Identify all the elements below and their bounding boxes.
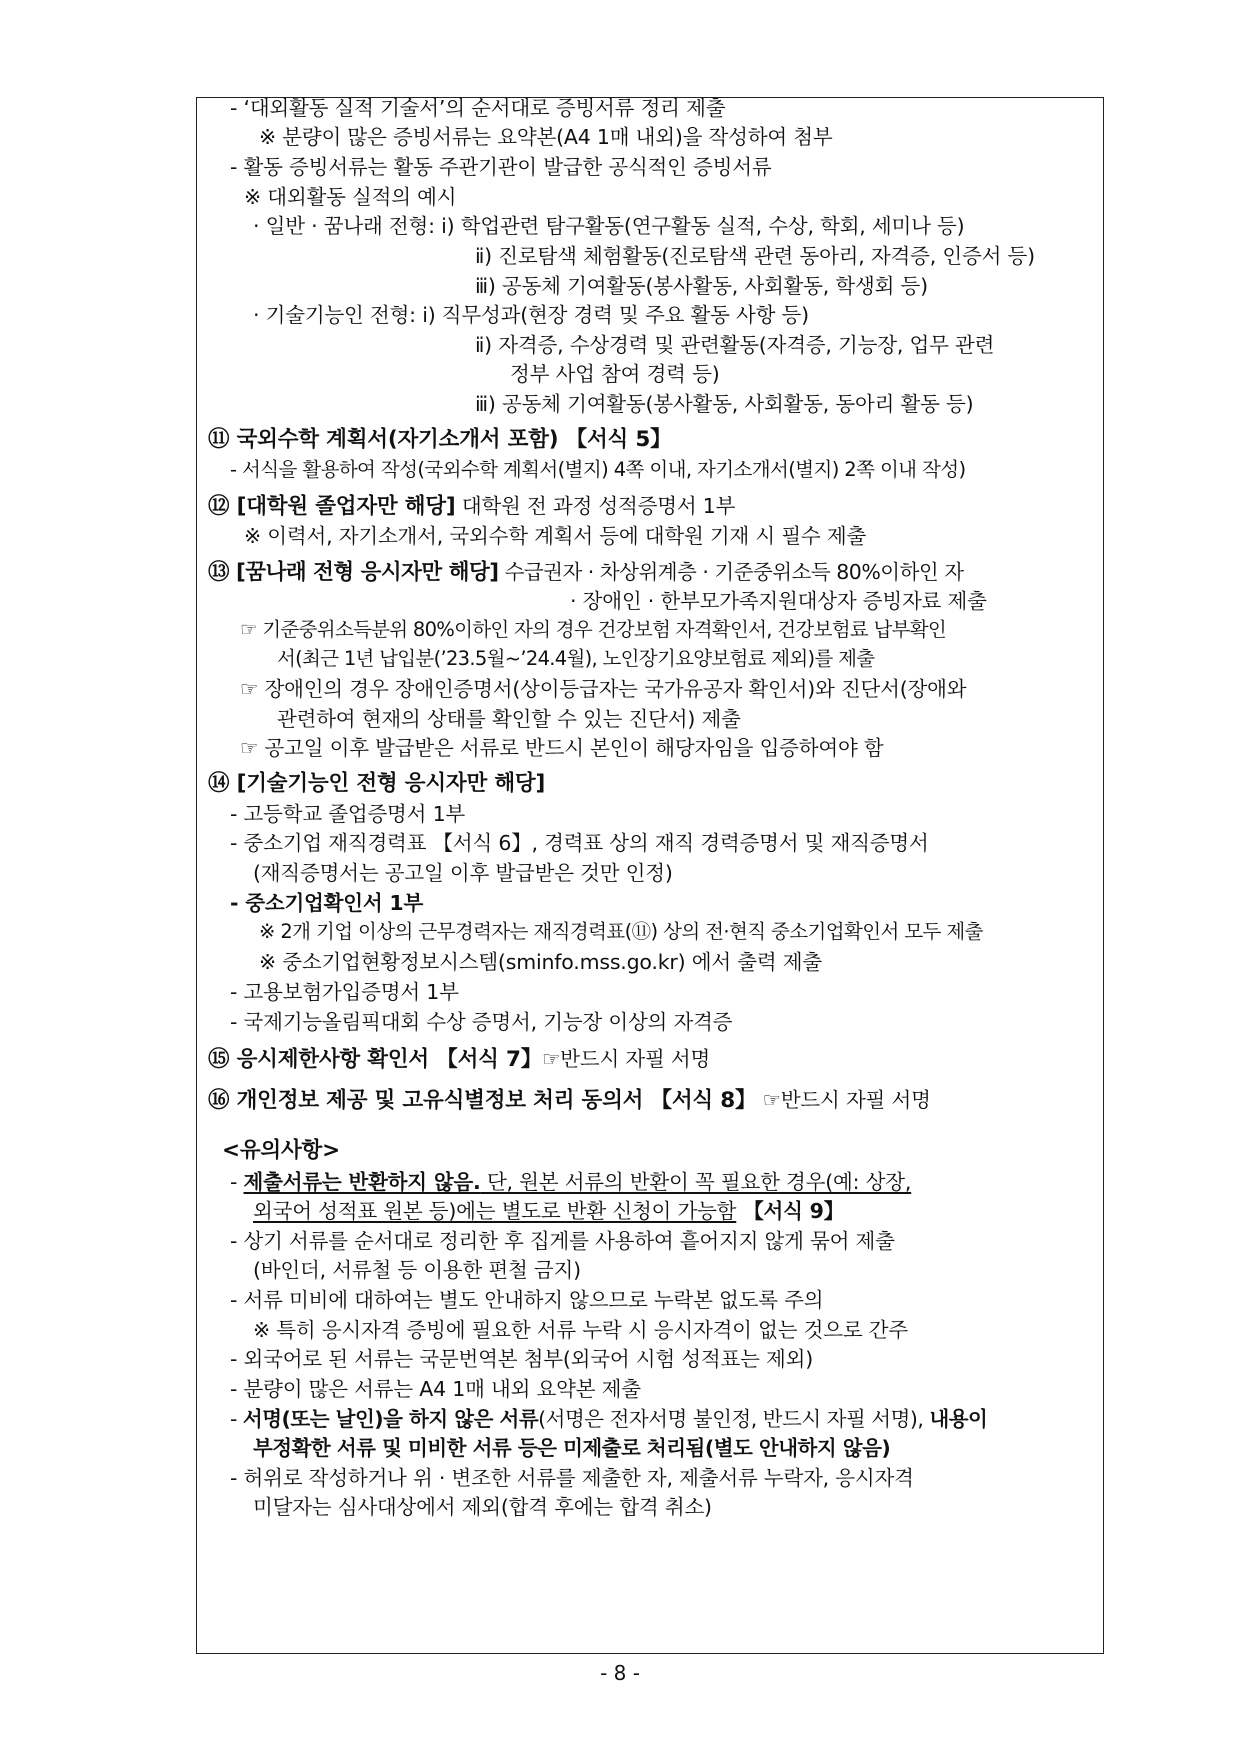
text-line: 외국어 성적표 원본 등)에는 별도로 반환 신청이 가능함 【서식 9】 (253, 1199, 845, 1223)
text-line: - 제출서류는 반환하지 않음. 단, 원본 서류의 반환이 꼭 필요한 경우(예: 상장, (230, 1170, 912, 1194)
section-heading-14: ⑭ [기술기능인 전형 응시자만 해당] (208, 771, 546, 796)
text-line: 관련하여 현재의 상태를 확인할 수 있는 진단서) 제출 (277, 707, 741, 731)
text-line: ※ 분량이 많은 증빙서류는 요약본(A4 1매 내외)을 작성하여 첨부 (259, 125, 833, 149)
text-line: ※ 대외활동 실적의 예시 (244, 185, 457, 209)
text-line: - ‘대외활동 실적 기술서’의 순서대로 증빙서류 정리 제출 (230, 96, 726, 120)
section-heading-12: ⑫ [대학원 졸업자만 해당] 대학원 전 과정 성적증명서 1부 (208, 494, 736, 519)
page-number: - 8 - (600, 1661, 640, 1685)
text-line: - 서식을 활용하여 작성(국외수학 계획서(별지) 4쪽 이내, 자기소개서(별지) 2쪽 이내 작성) (230, 458, 966, 481)
text-line: · 기술기능인 전형: ⅰ) 직무성과(현장 경력 및 주요 활동 사항 등) (253, 303, 809, 327)
text-line: ※ 이력서, 자기소개서, 국외수학 계획서 등에 대학원 기재 시 필수 제출 (244, 524, 867, 548)
text-line: - 서류 미비에 대하여는 별도 안내하지 않으므로 누락본 없도록 주의 (230, 1288, 824, 1312)
section-heading-16: ⑯ 개인정보 제공 및 고유식별정보 처리 동의서 【서식 8】 ☞반드시 자필 서명 (208, 1088, 931, 1113)
text-line: ⅲ) 공동체 기여활동(봉사활동, 사회활동, 동아리 활동 등) (475, 392, 974, 416)
text-line: - 허위로 작성하거나 위 · 변조한 서류를 제출한 자, 제출서류 누락자, 응시자격 (230, 1466, 914, 1490)
text-line: ☞ 기준중위소득분위 80%이하인 자의 경우 건강보험 자격확인서, 건강보험료 납부확인 (240, 618, 947, 641)
text-line: - 활동 증빙서류는 활동 주관기관이 발급한 공식적인 증빙서류 (230, 155, 772, 179)
text-line: - 상기 서류를 순서대로 정리한 후 집게를 사용하여 흩어지지 않게 묶어 제출 (230, 1229, 895, 1253)
text-line: - 고등학교 졸업증명서 1부 (230, 802, 466, 826)
text-line: - 외국어로 된 서류는 국문번역본 첨부(외국어 시험 성적표는 제외) (230, 1347, 814, 1371)
section-heading-15: ⑮ 응시제한사항 확인서 【서식 7】☞반드시 자필 서명 (208, 1047, 711, 1072)
text-line: ⅱ) 자격증, 수상경력 및 관련활동(자격증, 기능장, 업무 관련 (475, 333, 995, 357)
text-line: ☞ 공고일 이후 발급받은 서류로 반드시 본인이 해당자임을 입증하여야 함 (240, 736, 884, 760)
text-line: ⅲ) 공동체 기여활동(봉사활동, 사회활동, 학생회 등) (475, 274, 928, 298)
text-line: ☞ 장애인의 경우 장애인증명서(상이등급자는 국가유공자 확인서)와 진단서(장애와 (240, 677, 967, 701)
text-line: ※ 특히 응시자격 증빙에 필요한 서류 누락 시 응시자격이 없는 것으로 간주 (253, 1318, 908, 1342)
text-line: - 중소기업 재직경력표 【서식 6】, 경력표 상의 재직 경력증명서 및 재직증명서 (230, 831, 929, 855)
text-line: · 장애인 · 한부모가족지원대상자 증빙자료 제출 (570, 589, 987, 613)
text-line: (바인더, 서류철 등 이용한 편철 금지) (253, 1258, 581, 1282)
text-line: - 국제기능올림픽대회 수상 증명서, 기능장 이상의 자격증 (230, 1010, 733, 1034)
text-line: 서(최근 1년 납입분(’23.5월~’24.4월), 노인장기요양보험료 제외)를 제출 (277, 647, 875, 670)
text-line: - 고용보험가입증명서 1부 (230, 980, 459, 1004)
notice-heading: <유의사항> (222, 1138, 340, 1163)
text-line: 정부 사업 참여 경력 등) (510, 362, 720, 386)
text-line: (재직증명서는 공고일 이후 발급받은 것만 인정) (253, 861, 673, 885)
text-line: - 분량이 많은 서류는 A4 1매 내외 요약본 제출 (230, 1377, 641, 1401)
section-heading-13: ⑬ [꿈나래 전형 응시자만 해당] 수급권자 · 차상위계층 · 기준중위소득 80%이하인 자 (208, 560, 964, 585)
text-line: ⅱ) 진로탐색 체험활동(진로탐색 관련 동아리, 자격증, 인증서 등) (475, 244, 1035, 268)
text-line: ※ 중소기업현황정보시스템(sminfo.mss.go.kr) 에서 출력 제출 (259, 950, 822, 974)
text-line: - 중소기업확인서 1부 (230, 891, 424, 915)
text-line: - 서명(또는 날인)을 하지 않은 서류(서명은 전자서명 불인정, 반드시 자필 서명), 내용이 (230, 1407, 988, 1431)
section-heading-11: ⑪ 국외수학 계획서(자기소개서 포함) 【서식 5】 (208, 427, 672, 452)
text-line: ※ 2개 기업 이상의 근무경력자는 재직경력표(⑪) 상의 전·현직 중소기업확인서 모두 제출 (259, 920, 983, 943)
text-line: 부정확한 서류 및 미비한 서류 등은 미제출로 처리됨(별도 안내하지 않음) (253, 1436, 891, 1460)
text-line: 미달자는 심사대상에서 제외(합격 후에는 합격 취소) (253, 1495, 712, 1519)
text-line: · 일반 · 꿈나래 전형: ⅰ) 학업관련 탐구활동(연구활동 실적, 수상, 학회, 세미나 등) (253, 214, 965, 238)
